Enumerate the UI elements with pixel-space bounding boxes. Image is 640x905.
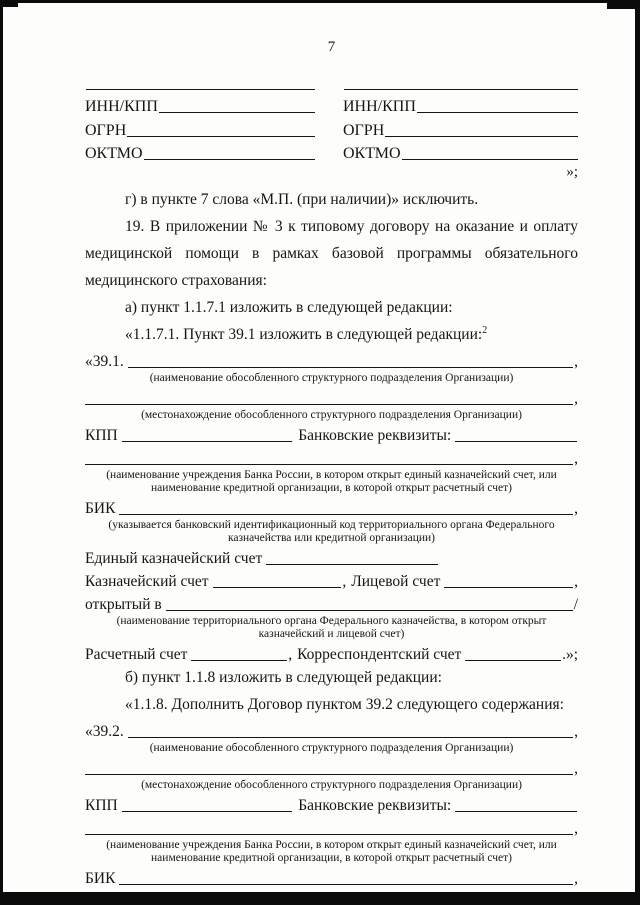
closing-quote-mark: »; (566, 164, 578, 180)
comma: , (574, 500, 578, 517)
closing-punctuation: .»; (562, 646, 579, 663)
inn-kpp-row (343, 93, 578, 117)
oktmo-row (85, 140, 315, 164)
blank-line (85, 385, 578, 408)
oktmo-label: ОКТМО (343, 145, 401, 162)
blank-field (344, 89, 578, 90)
field-caption-bik: (указывается банковский идентификационный код территориального органа Федерального казначейства или кредитной организации) (108, 519, 555, 544)
requisites-right-column (343, 69, 578, 163)
blank-field (402, 159, 578, 160)
blank-field (166, 610, 573, 611)
blank-field (122, 441, 293, 442)
slash: / (573, 596, 578, 613)
oktmo-row (343, 140, 578, 164)
settlement-account-label: Расчетный счет (85, 646, 188, 663)
blank-field (455, 811, 577, 812)
comma: , (288, 646, 293, 663)
comma: , (574, 390, 578, 407)
blank-field (86, 89, 315, 90)
comma: , (574, 353, 578, 370)
blank-field (213, 587, 342, 588)
unified-treasury-account-line (85, 545, 578, 568)
item-b: б) пункт 1.1.8 изложить в следующей редакции: (125, 669, 442, 686)
item-1-1-8: «1.1.8. Дополнить Договор пунктом 39.2 следующего содержания: (125, 696, 564, 713)
blank-field (85, 774, 573, 775)
item-1-1-7-1 (85, 321, 578, 348)
personal-account-label: Лицевой счет (351, 573, 441, 590)
blank-field (85, 464, 573, 465)
blank-field (119, 514, 573, 515)
opened-in-line (85, 591, 578, 614)
item-19: 19. В приложении № 3 к типовому договору на оказание и оплату медицинской помощи в рамках базовой программы обязательного медицинского страхования: (85, 218, 578, 289)
comma: , (574, 450, 578, 467)
blank-line (85, 755, 578, 778)
comma: , (574, 573, 579, 590)
ogrn-label: ОГРН (85, 121, 127, 139)
comma: , (574, 723, 578, 740)
blank-field (385, 136, 578, 137)
blank-field (122, 811, 293, 812)
blank-field (128, 367, 573, 368)
blank-line (85, 445, 578, 468)
correspondent-account-label: Корреспондентский счет (297, 646, 462, 663)
blank-field (85, 834, 573, 835)
field-caption-org-location: (местонахождение обособленного структурного подразделения Организации) (141, 779, 522, 791)
scan-corner-mark (2, 2, 18, 7)
blank-field (266, 564, 438, 565)
treasury-personal-account-line (85, 568, 578, 591)
comma: , (574, 870, 578, 887)
inn-kpp-row (85, 93, 315, 117)
bank-requisites-label: Банковские реквизиты: (298, 797, 452, 814)
page-number: 7 (327, 39, 336, 55)
bik-label: БИК (85, 870, 116, 887)
treasury-account-label: Казначейский счет (85, 573, 209, 590)
blank-field (455, 441, 577, 442)
blank-line (85, 69, 315, 93)
blank-field (127, 136, 315, 137)
blank-field (159, 112, 315, 113)
item-g: г) в пункте 7 слова «М.П. (при наличии)» исключить. (125, 191, 479, 208)
requisites-left-column (85, 69, 315, 163)
field-caption-bank: (наименование учреждения Банка России, в котором открыт единый казначейский счет, или наименование кредитной организации, в которой открыт расчетный счет) (106, 469, 557, 494)
blank-field (85, 404, 573, 405)
blank-field (465, 660, 561, 661)
clause-39-2-line (85, 718, 578, 741)
bik-label: БИК (85, 500, 116, 517)
ogrn-row (85, 116, 315, 140)
clause-39-1-line (85, 348, 578, 371)
clause-39-1-label: «39.1. (85, 353, 124, 370)
comma: , (342, 573, 347, 590)
bank-requisites-label: Банковские реквизиты: (298, 427, 452, 444)
blank-field (417, 112, 578, 113)
field-caption-treasury-org: (наименование территориального органа Федерального казначейства, в котором открыт казначейский и лицевой счет) (116, 615, 547, 640)
item-a: а) пункт 1.1.7.1 изложить в следующей редакции: (125, 299, 453, 316)
kpp-bank-line (85, 792, 578, 815)
field-caption-org-name: (наименование обособленного структурного подразделения Организации) (149, 372, 514, 384)
ogrn-label: ОГРН (343, 121, 385, 139)
bik-line (85, 865, 578, 888)
field-caption-org-location: (местонахождение обособленного структурного подразделения Организации) (141, 409, 522, 421)
kpp-label: КПП (85, 427, 118, 444)
ogrn-row (343, 116, 578, 140)
oktmo-label: ОКТМО (85, 145, 143, 162)
blank-field (119, 884, 573, 885)
blank-line (343, 69, 578, 93)
field-caption-bank: (наименование учреждения Банка России, в котором открыт единый казначейский счет, или наименование кредитной организации, в которой открыт расчетный счет) (106, 839, 557, 864)
scan-corner-mark (607, 2, 637, 9)
blank-field (128, 737, 573, 738)
item-1-1-7-1-text: «1.1.7.1. Пункт 39.1 изложить в следующей редакции: (125, 326, 483, 343)
bik-line (85, 495, 578, 518)
inn-kpp-label: ИНН/КПП (343, 98, 416, 115)
unified-treasury-account-label: Единый казначейский счет (85, 550, 263, 567)
clause-39-2-label: «39.2. (85, 723, 124, 740)
blank-field (444, 587, 573, 588)
field-caption-org-name: (наименование обособленного структурного подразделения Организации) (149, 742, 514, 754)
inn-kpp-label: ИНН/КПП (85, 98, 158, 115)
footnote-reference: 2 (482, 324, 488, 336)
blank-field (144, 159, 315, 160)
kpp-bank-line (85, 422, 578, 445)
requisites-section (85, 69, 578, 163)
comma: , (574, 820, 578, 837)
comma: , (574, 760, 578, 777)
opened-in-label: открытый в (85, 596, 162, 613)
blank-field (191, 660, 287, 661)
kpp-label: КПП (85, 797, 118, 814)
settlement-correspondent-line (85, 641, 578, 664)
blank-line (85, 815, 578, 838)
